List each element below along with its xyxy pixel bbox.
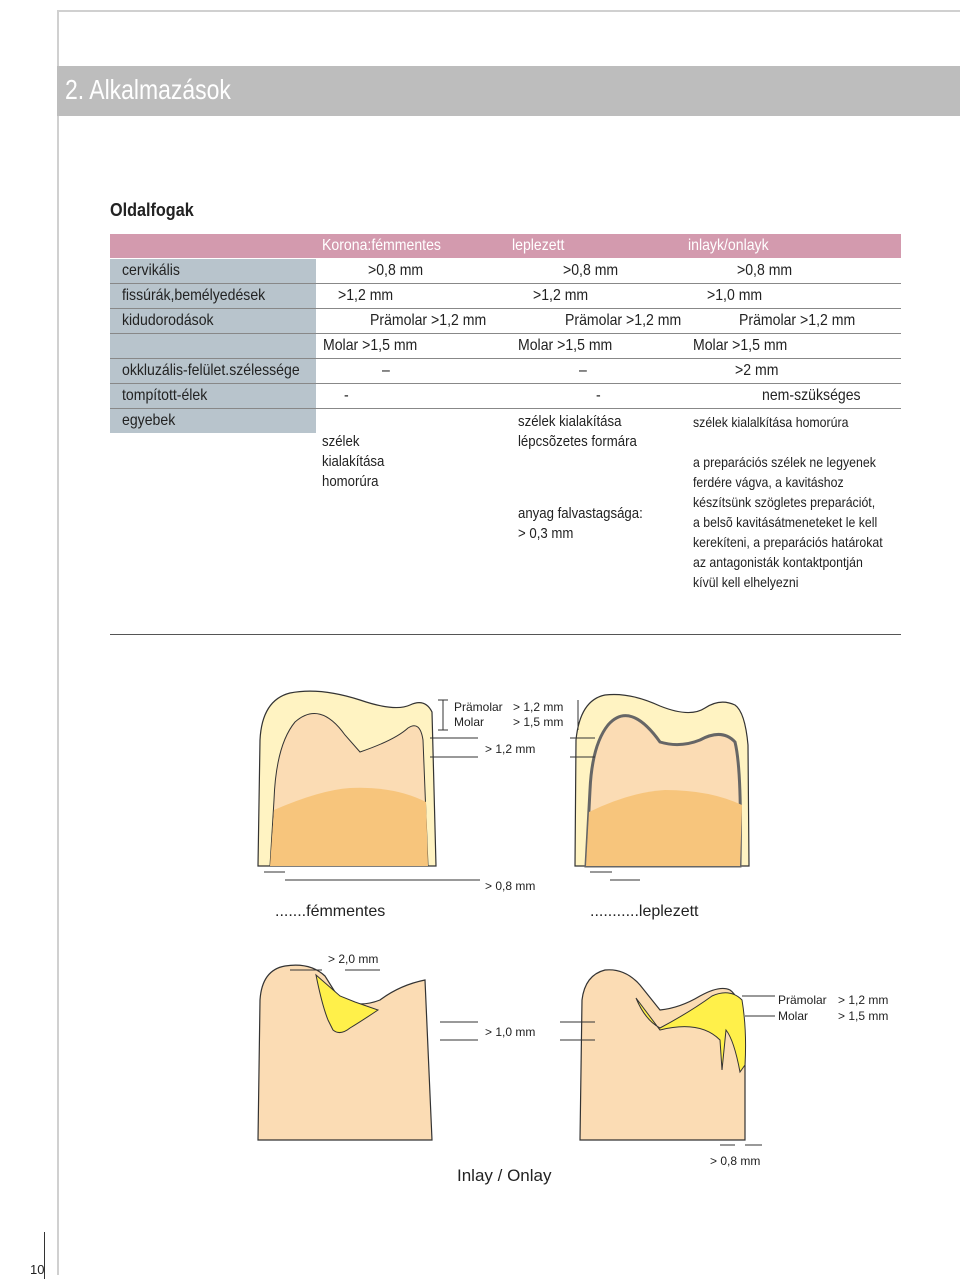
note-veneered-thickness: anyag falvastagsága: > 0,3 mm <box>518 505 643 542</box>
cell: >0,8 mm <box>563 262 619 279</box>
note-veneered: szélek kialakítása lépcsõzetes formára <box>518 413 637 450</box>
tooth-metal-free <box>258 691 436 866</box>
header-col-metal-free: Korona:fémmentes <box>322 237 441 254</box>
label-fissure-depth: > 1,2 mm <box>485 742 536 756</box>
label-premolar-onlay-value: > 1,2 mm <box>838 993 889 1007</box>
cell: – <box>579 362 587 379</box>
cell: Molar >1,5 mm <box>323 337 418 354</box>
header-col-inlay: inlayk/onlayk <box>688 237 769 254</box>
cell: >1,0 mm <box>707 287 763 304</box>
cell: >1,2 mm <box>533 287 589 304</box>
label-premolar: Prämolar <box>454 700 503 714</box>
row-label: tompított-élek <box>122 387 208 404</box>
header-col-veneered: leplezett <box>512 237 565 254</box>
label-premolar-value: > 1,2 mm <box>513 700 564 714</box>
label-inlay-width: > 2,0 mm <box>328 952 379 966</box>
caption-veneered: ...........leplezett <box>590 903 699 920</box>
label-molar: Molar <box>454 715 485 729</box>
row-label: cervikális <box>122 262 180 279</box>
cell: nem-szükséges <box>762 387 861 404</box>
row-label: okkluzális-felület.szélessége <box>122 362 300 379</box>
cell: Prämolar >1,2 mm <box>565 312 682 329</box>
caption-inlay-onlay: Inlay / Onlay <box>457 1166 552 1185</box>
section-title: Oldalfogak <box>110 200 194 220</box>
cell: >1,2 mm <box>338 287 394 304</box>
cell: >2 mm <box>735 362 779 379</box>
page-heading: 2. Alkalmazások <box>65 74 231 105</box>
note-inlay-details: a preparációs szélek ne legyenek ferdére vágva, a kavitáshoz készítsünk szögletes preparációt, a belsõ kavitásátmeneteket le kell kerekíteni, a preparációs határokat az antagonisták kontaktpontján kívül kell elhelyezni <box>693 454 883 590</box>
label-onlay-cervical: > 0,8 mm <box>710 1154 761 1168</box>
label-molar-value: > 1,5 mm <box>513 715 564 729</box>
cell: Molar >1,5 mm <box>518 337 613 354</box>
label-inlay-depth: > 1,0 mm <box>485 1025 536 1039</box>
label-molar-onlay-value: > 1,5 mm <box>838 1009 889 1023</box>
cell: Molar >1,5 mm <box>693 337 788 354</box>
note-inlay-margin: szélek kialalkítása homorúra <box>693 414 849 430</box>
cell: Prämolar >1,2 mm <box>739 312 856 329</box>
cell: - <box>344 387 349 404</box>
row-label: fissúrák,bemélyedések <box>122 287 266 304</box>
tooth-onlay <box>580 970 746 1140</box>
note-metal-free: szélek kialakítása homorúra <box>322 433 385 490</box>
label-premolar-onlay: Prämolar <box>778 993 827 1007</box>
tooth-inlay <box>258 965 432 1140</box>
label-cervical: > 0,8 mm <box>485 879 536 893</box>
row-label: kidudorodások <box>122 312 214 329</box>
cell: >0,8 mm <box>737 262 793 279</box>
cell: >0,8 mm <box>368 262 424 279</box>
tooth-veneered <box>575 694 749 866</box>
cell: Prämolar >1,2 mm <box>370 312 487 329</box>
page-number: 10 <box>30 1262 45 1277</box>
cell: - <box>596 387 601 404</box>
caption-metal-free: .......fémmentes <box>275 903 386 920</box>
label-molar-onlay: Molar <box>778 1009 809 1023</box>
row-label: egyebek <box>122 412 176 429</box>
cell: – <box>382 362 390 379</box>
